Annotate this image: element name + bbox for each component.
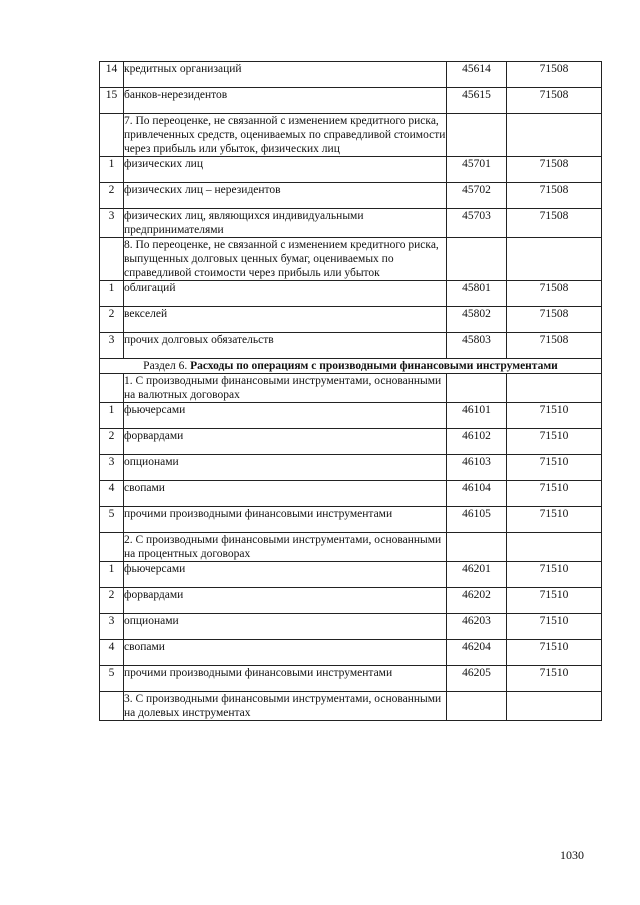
table-row [100, 62, 602, 88]
account-code: 46103 [447, 455, 507, 481]
table-row [100, 666, 602, 692]
table-row [100, 403, 602, 429]
account-code-empty [447, 533, 507, 562]
symbol-code: 71510 [507, 455, 602, 481]
account-code: 45614 [447, 62, 507, 88]
row-number-empty [100, 238, 124, 281]
row-label: физических лиц, являющихся индивидуальными предпринимателями [124, 209, 447, 238]
row-label: физических лиц [124, 157, 447, 183]
group-heading-row [100, 238, 602, 281]
row-number: 1 [100, 281, 124, 307]
row-number-empty [100, 114, 124, 157]
row-label: банков-нерезидентов [124, 88, 447, 114]
account-code: 46202 [447, 588, 507, 614]
account-code-empty [447, 374, 507, 403]
table-row [100, 157, 602, 183]
account-code: 46105 [447, 507, 507, 533]
symbol-code: 71510 [507, 614, 602, 640]
account-code: 45702 [447, 183, 507, 209]
symbol-code-empty [507, 114, 602, 157]
page-number: 1030 [560, 848, 584, 862]
account-code-empty [447, 238, 507, 281]
table-row [100, 307, 602, 333]
symbol-code: 71508 [507, 307, 602, 333]
group-heading-row [100, 374, 602, 403]
symbol-code: 71508 [507, 281, 602, 307]
section-prefix: Раздел 6. [143, 360, 191, 372]
account-code: 46203 [447, 614, 507, 640]
row-number: 4 [100, 481, 124, 507]
section-heading [100, 359, 602, 374]
row-label: прочих долговых обязательств [124, 333, 447, 359]
table-row [100, 455, 602, 481]
symbol-code-empty [507, 374, 602, 403]
row-number-empty [100, 533, 124, 562]
table-row [100, 209, 602, 238]
row-number: 5 [100, 507, 124, 533]
symbol-code-empty [507, 533, 602, 562]
account-code-empty [447, 114, 507, 157]
row-label: кредитных организаций [124, 62, 447, 88]
group-heading-row [100, 533, 602, 562]
group-heading: 8. По переоценке, не связанной с изменением кредитного риска, выпущенных долговых ценных бумаг, оцениваемых по справедливой стоимости через прибыль или убыток [124, 238, 447, 281]
row-label: фьючерсами [124, 562, 447, 588]
account-code: 46205 [447, 666, 507, 692]
row-label: свопами [124, 640, 447, 666]
symbol-code-empty [507, 238, 602, 281]
symbol-code: 71510 [507, 562, 602, 588]
accounts-table-body [100, 62, 602, 721]
group-heading: 7. По переоценке, не связанной с изменением кредитного риска, привлеченных средств, оцениваемых по справедливой стоимости через прибыль или убыток, физических лиц [124, 115, 446, 155]
row-label: векселей [124, 307, 447, 333]
symbol-code: 71510 [507, 403, 602, 429]
symbol-code: 71508 [507, 209, 602, 238]
row-label: форвардами [124, 588, 447, 614]
row-label: опционами [124, 455, 447, 481]
row-number: 5 [100, 666, 124, 692]
account-code: 46102 [447, 429, 507, 455]
table-row [100, 507, 602, 533]
row-number: 4 [100, 640, 124, 666]
symbol-code: 71508 [507, 157, 602, 183]
group-heading: 3. С производными финансовыми инструментами, основанными на долевых инструментах [124, 692, 447, 721]
account-code: 45801 [447, 281, 507, 307]
account-code: 46104 [447, 481, 507, 507]
table-row [100, 614, 602, 640]
row-label: фьючерсами [124, 403, 447, 429]
symbol-code: 71508 [507, 62, 602, 88]
row-label: опционами [124, 614, 447, 640]
accounts-table [99, 61, 602, 721]
group-heading-row [100, 114, 602, 157]
row-number: 3 [100, 333, 124, 359]
table-row [100, 333, 602, 359]
account-code: 46201 [447, 562, 507, 588]
account-code-empty [447, 692, 507, 721]
account-code: 45803 [447, 333, 507, 359]
symbol-code: 71508 [507, 88, 602, 114]
table-row [100, 588, 602, 614]
group-heading-row [100, 692, 602, 721]
account-code: 46101 [447, 403, 507, 429]
symbol-code: 71510 [507, 588, 602, 614]
table-row [100, 562, 602, 588]
row-label: свопами [124, 481, 447, 507]
table-row [100, 640, 602, 666]
symbol-code: 71508 [507, 183, 602, 209]
symbol-code: 71508 [507, 333, 602, 359]
row-number: 3 [100, 614, 124, 640]
row-number: 1 [100, 403, 124, 429]
row-number-empty [100, 374, 124, 403]
row-number: 15 [100, 88, 124, 114]
row-number: 1 [100, 562, 124, 588]
row-number: 2 [100, 429, 124, 455]
group-heading: 2. С производными финансовыми инструментами, основанными на процентных договорах [124, 533, 447, 562]
row-number: 3 [100, 209, 124, 238]
account-code: 45703 [447, 209, 507, 238]
row-label: физических лиц – нерезидентов [124, 183, 447, 209]
table-row [100, 281, 602, 307]
section-title: Расходы по операциям с производными финансовыми инструментами [190, 360, 558, 372]
row-label: прочими производными финансовыми инструментами [124, 666, 447, 692]
table-row [100, 88, 602, 114]
table-row [100, 429, 602, 455]
symbol-code: 71510 [507, 507, 602, 533]
row-number: 14 [100, 62, 124, 88]
account-code: 46204 [447, 640, 507, 666]
account-code: 45802 [447, 307, 507, 333]
symbol-code: 71510 [507, 666, 602, 692]
row-number-empty [100, 692, 124, 721]
row-label: облигаций [124, 281, 447, 307]
row-number: 2 [100, 307, 124, 333]
group-heading: 1. С производными финансовыми инструментами, основанными на валютных договорах [124, 374, 447, 403]
account-code: 45701 [447, 157, 507, 183]
table-row [100, 481, 602, 507]
section-heading-row [100, 359, 602, 374]
row-number: 1 [100, 157, 124, 183]
row-number: 2 [100, 183, 124, 209]
row-number: 3 [100, 455, 124, 481]
symbol-code-empty [507, 692, 602, 721]
symbol-code: 71510 [507, 481, 602, 507]
row-label: форвардами [124, 429, 447, 455]
row-number: 2 [100, 588, 124, 614]
table-row [100, 183, 602, 209]
symbol-code: 71510 [507, 640, 602, 666]
symbol-code: 71510 [507, 429, 602, 455]
account-code: 45615 [447, 88, 507, 114]
row-label: прочими производными финансовыми инструментами [124, 507, 447, 533]
